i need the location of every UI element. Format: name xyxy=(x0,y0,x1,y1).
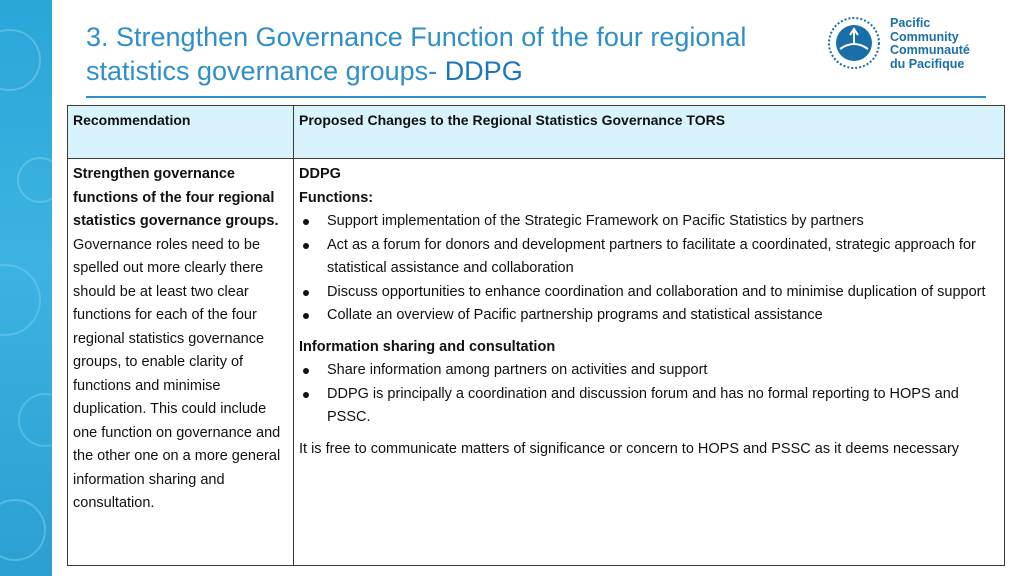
list-item: Support implementation of the Strategic Framework on Pacific Statistics by partners xyxy=(299,210,999,234)
decorative-side-strip xyxy=(0,0,52,576)
functions-list xyxy=(299,210,999,328)
list-item: Collate an overview of Pacific partnership programs and statistical assistance xyxy=(299,304,999,328)
pacific-community-logo xyxy=(826,15,996,75)
group-name: DDPG xyxy=(299,166,341,182)
proposed-changes-cell xyxy=(294,159,1005,566)
list-item: Act as a forum for donors and development partners to facilitate a coordinated, strategic approach for statistical assistance and collaboration xyxy=(299,234,999,281)
recommendation-body-text: Governance roles need to be spelled out more clearly there should be at least two clear functions for each of the four regional statistics governance groups, to enable clarity of functions and minimise duplication. This could include one function on governance and the other one on a more general information sharing and consultation. xyxy=(73,236,281,511)
functions-heading: Functions: xyxy=(299,189,374,206)
tors-table xyxy=(67,105,1005,566)
logo-line-4: du Pacifique xyxy=(890,56,965,71)
header-proposed-changes: Proposed Changes to the Regional Statistics Governance TORS xyxy=(294,106,1005,159)
list-item: Discuss opportunities to enhance coordination and collaboration and to minimise duplication of support xyxy=(299,281,999,305)
table-header-row xyxy=(68,106,1005,159)
header-recommendation: Recommendation xyxy=(68,106,294,159)
list-item: DDPG is principally a coordination and discussion forum and has no formal reporting to HOPS and PSSC. xyxy=(299,383,999,430)
pacific-community-emblem-icon xyxy=(826,15,882,71)
slide-title-main: 3. Strengthen Governance Function of the four regional statistics governance groups- xyxy=(86,22,747,86)
title-divider xyxy=(86,96,986,98)
logo-line-2: Community xyxy=(890,29,959,44)
closing-text: It is free to communicate matters of significance or concern to HOPS and PSSC as it deems necessary xyxy=(299,440,960,457)
table-row xyxy=(68,159,1005,566)
recommendation-bold-text: Strengthen governance functions of the four regional statistics governance groups. xyxy=(73,166,279,229)
slide-title xyxy=(86,20,806,88)
logo-text xyxy=(890,17,970,71)
recommendation-cell xyxy=(68,159,294,566)
logo-line-3: Communauté xyxy=(890,43,970,57)
slide-title-highlight: DDPG xyxy=(444,56,523,86)
info-list xyxy=(299,359,999,430)
logo-line-1: Pacific xyxy=(890,16,931,30)
info-heading: Information sharing and consultation xyxy=(299,338,556,355)
list-item: Share information among partners on activities and support xyxy=(299,359,999,383)
